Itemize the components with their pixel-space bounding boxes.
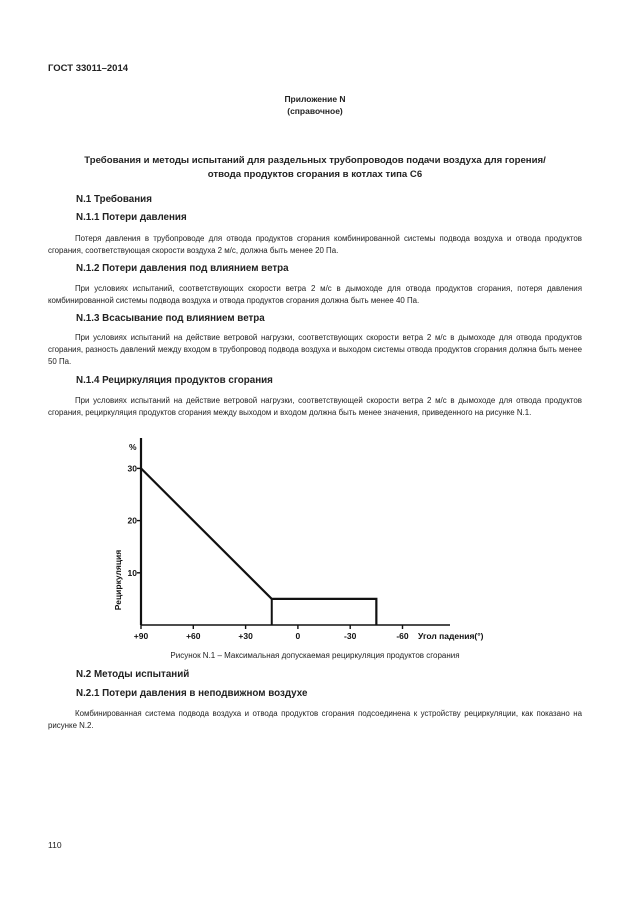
title-line-2: отвода продуктов сгорания в котлах типа С6 [207, 169, 423, 180]
paragraph-n1-3 [48, 332, 582, 367]
y-tick-label: 10 [127, 567, 137, 578]
document-header: ГОСТ 33011–2014 [48, 63, 129, 74]
x-tick-label: -60 [396, 631, 409, 641]
paragraph-text: При условиях испытаний на действие ветровой нагрузки, соответствующей скорости ветра 2 м/с в дымоходе для отвода продуктов сгорания, рециркуляция продуктов сгорания между выходом и входом должна быть менее значения, приведенного на рисунке N.1. [48, 396, 582, 417]
page-number: 110 [48, 840, 62, 850]
heading-n2: N.2 Методы испытаний [76, 669, 190, 680]
x-tick-label: +90 [133, 631, 149, 641]
title-line-1: Требования и методы испытаний для раздельных трубопроводов подачи воздуха для горения/ [84, 155, 546, 166]
figure-caption: Рисунок N.1 – Максимальная допускаемая рециркуляция продуктов сгорания [170, 651, 460, 660]
appendix-subtitle: (справочное) [287, 106, 343, 116]
figure-n1-chart [0, 430, 630, 650]
y-unit-label: % [129, 442, 137, 452]
x-axis-label: Угол падения(°) [418, 631, 484, 641]
y-axis-label: Рециркуляция [113, 549, 123, 611]
paragraph-text: Комбинированная система подвода воздуха и отвода продуктов сгорания подсоединена к устройству рециркуляции, как показано на рисунке N.2. [48, 709, 582, 730]
x-tick-label: -30 [344, 631, 357, 641]
heading-n1: N.1 Требования [76, 194, 152, 205]
y-tick-label: 30 [127, 463, 137, 474]
x-tick-label: 0 [295, 631, 301, 641]
heading-n1-1: N.1.1 Потери давления [76, 212, 187, 223]
heading-n1-4: N.1.4 Рециркуляция продуктов сгорания [76, 375, 273, 386]
y-tick-label: 20 [127, 515, 137, 526]
x-tick-label: +60 [186, 631, 201, 641]
heading-n1-3: N.1.3 Всасывание под влиянием ветра [76, 313, 265, 324]
x-tick-label: +30 [238, 631, 253, 641]
recirculation-limit-line [141, 468, 376, 625]
paragraph-text: При условиях испытаний на действие ветровой нагрузки, соответствующих скорости ветра 2 м/с в дымоходе для отвода продуктов сгорания, разность давлений между входом в трубопровод подвода воздуха и выходом системы отвода продуктов сгорания должна быть менее 50 Па. [48, 333, 582, 366]
paragraph-text: Потеря давления в трубопроводе для отвода продуктов сгорания комбинированной системы подвода воздуха и отвода продуктов сгорания, соответствующая скорости воздуха 2 м/с, должна быть менее 20 Па. [48, 234, 582, 255]
paragraph-n1-1 [48, 233, 582, 257]
appendix-title: Приложение N [284, 94, 346, 104]
heading-n2-1: N.2.1 Потери давления в неподвижном воздухе [76, 688, 308, 699]
heading-n1-2: N.1.2 Потери давления под влиянием ветра [76, 263, 289, 274]
paragraph-n2-1 [48, 708, 582, 732]
paragraph-text: При условиях испытаний, соответствующих скорости ветра 2 м/с в дымоходе для отвода продуктов сгорания, потеря давления комбинированной системы подвода воздуха и отвода продуктов сгорания должна быть менее 40 Па. [48, 284, 582, 305]
paragraph-n1-4 [48, 395, 582, 419]
paragraph-n1-2 [48, 283, 582, 307]
